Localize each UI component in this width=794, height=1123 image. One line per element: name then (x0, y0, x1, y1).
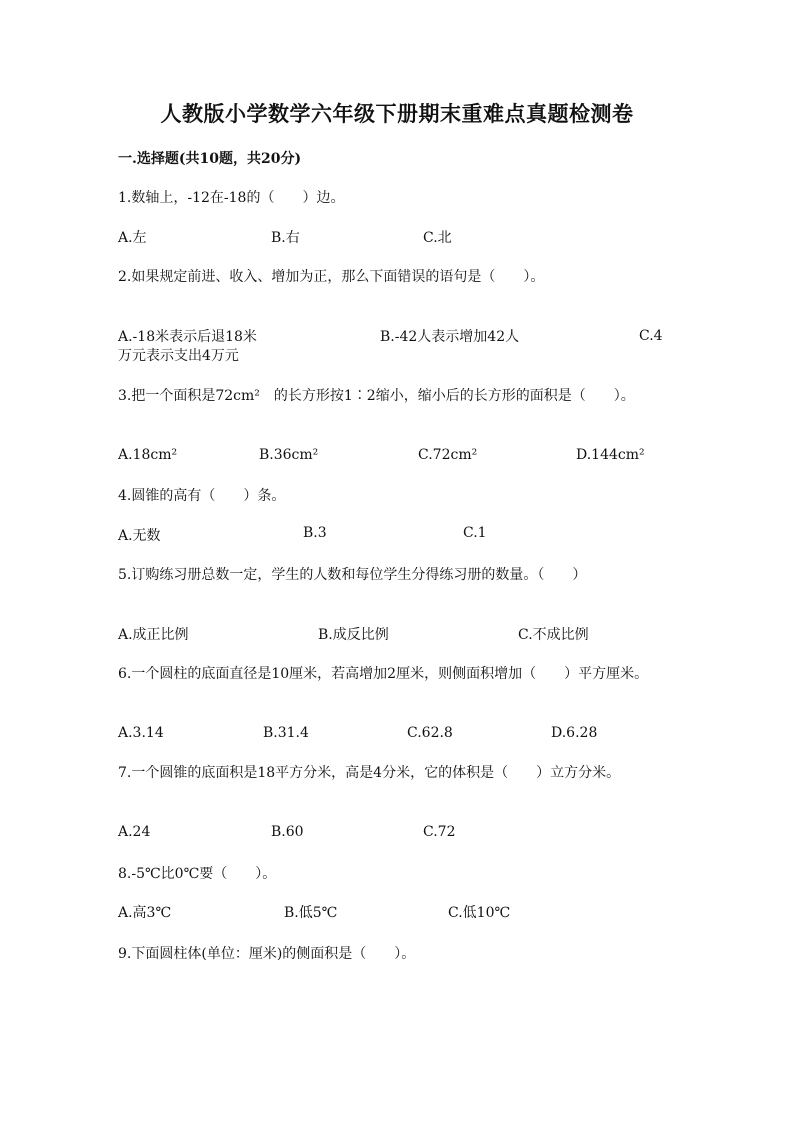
q2-option-b[interactable]: B.-42人表示增加42人 (380, 329, 520, 345)
q1-option-c[interactable]: C.北 (423, 230, 452, 246)
q7-option-a[interactable]: A.24 (118, 824, 151, 840)
q4-option-c[interactable]: C.1 (463, 525, 487, 541)
question-4: 4.圆锥的高有（ ）条。 (118, 488, 286, 504)
question-6: 6.一个圆柱的底面直径是10厘米，若高增加2厘米，则侧面积增加（ ）平方厘米。 (118, 666, 649, 682)
q5-option-b[interactable]: B.成反比例 (318, 627, 389, 643)
q7-option-b[interactable]: B.60 (271, 824, 304, 840)
q1-option-a[interactable]: A.左 (118, 230, 147, 246)
question-7: 7.一个圆锥的底面积是18平方分米，高是4分米，它的体积是（ ）立方分米。 (118, 765, 621, 781)
q3-option-b[interactable]: B.36cm² (259, 447, 319, 463)
q3-option-a[interactable]: A.18cm² (118, 447, 178, 463)
page-title: 人教版小学数学六年级下册期末重难点真题检测卷 (160, 101, 634, 126)
q3-option-c[interactable]: C.72cm² (418, 447, 478, 463)
q8-option-a[interactable]: A.高3℃ (118, 905, 172, 921)
section-heading: 一.选择题(共10题，共20分) (118, 151, 302, 167)
question-3: 3.把一个面积是72cm² 的长方形按1∶2缩小，缩小后的长方形的面积是（ ）。 (118, 388, 635, 404)
q6-option-c[interactable]: C.62.8 (407, 725, 453, 741)
q5-option-c[interactable]: C.不成比例 (518, 627, 589, 643)
q3-option-d[interactable]: D.144cm² (576, 447, 645, 463)
q8-option-c[interactable]: C.低10℃ (448, 905, 511, 921)
question-8: 8.-5℃比0℃要（ ）。 (118, 866, 277, 882)
q6-option-d[interactable]: D.6.28 (551, 725, 598, 741)
q4-option-a[interactable]: A.无数 (118, 528, 161, 544)
question-1: 1.数轴上，-12在-18的（ ）边。 (118, 190, 345, 206)
q1-option-b[interactable]: B.右 (271, 230, 300, 246)
q4-option-b[interactable]: B.3 (303, 525, 327, 541)
q6-option-b[interactable]: B.31.4 (263, 725, 309, 741)
q2-option-a[interactable]: A.-18米表示后退18米 (118, 329, 257, 345)
q8-option-b[interactable]: B.低5℃ (284, 905, 338, 921)
question-5: 5.订购练习册总数一定，学生的人数和每位学生分得练习册的数量。（ ） (118, 567, 587, 583)
question-9: 9.下面圆柱体(单位：厘米)的侧面积是（ ）。 (118, 946, 416, 962)
question-2: 2.如果规定前进、收入、增加为正，那么下面错误的语句是（ ）。 (118, 269, 545, 285)
q5-option-a[interactable]: A.成正比例 (118, 627, 189, 643)
q7-option-c[interactable]: C.72 (423, 824, 456, 840)
q2-option-c[interactable]: C.4万元表示支出4万元 (118, 328, 663, 364)
q6-option-a[interactable]: A.3.14 (118, 725, 164, 741)
